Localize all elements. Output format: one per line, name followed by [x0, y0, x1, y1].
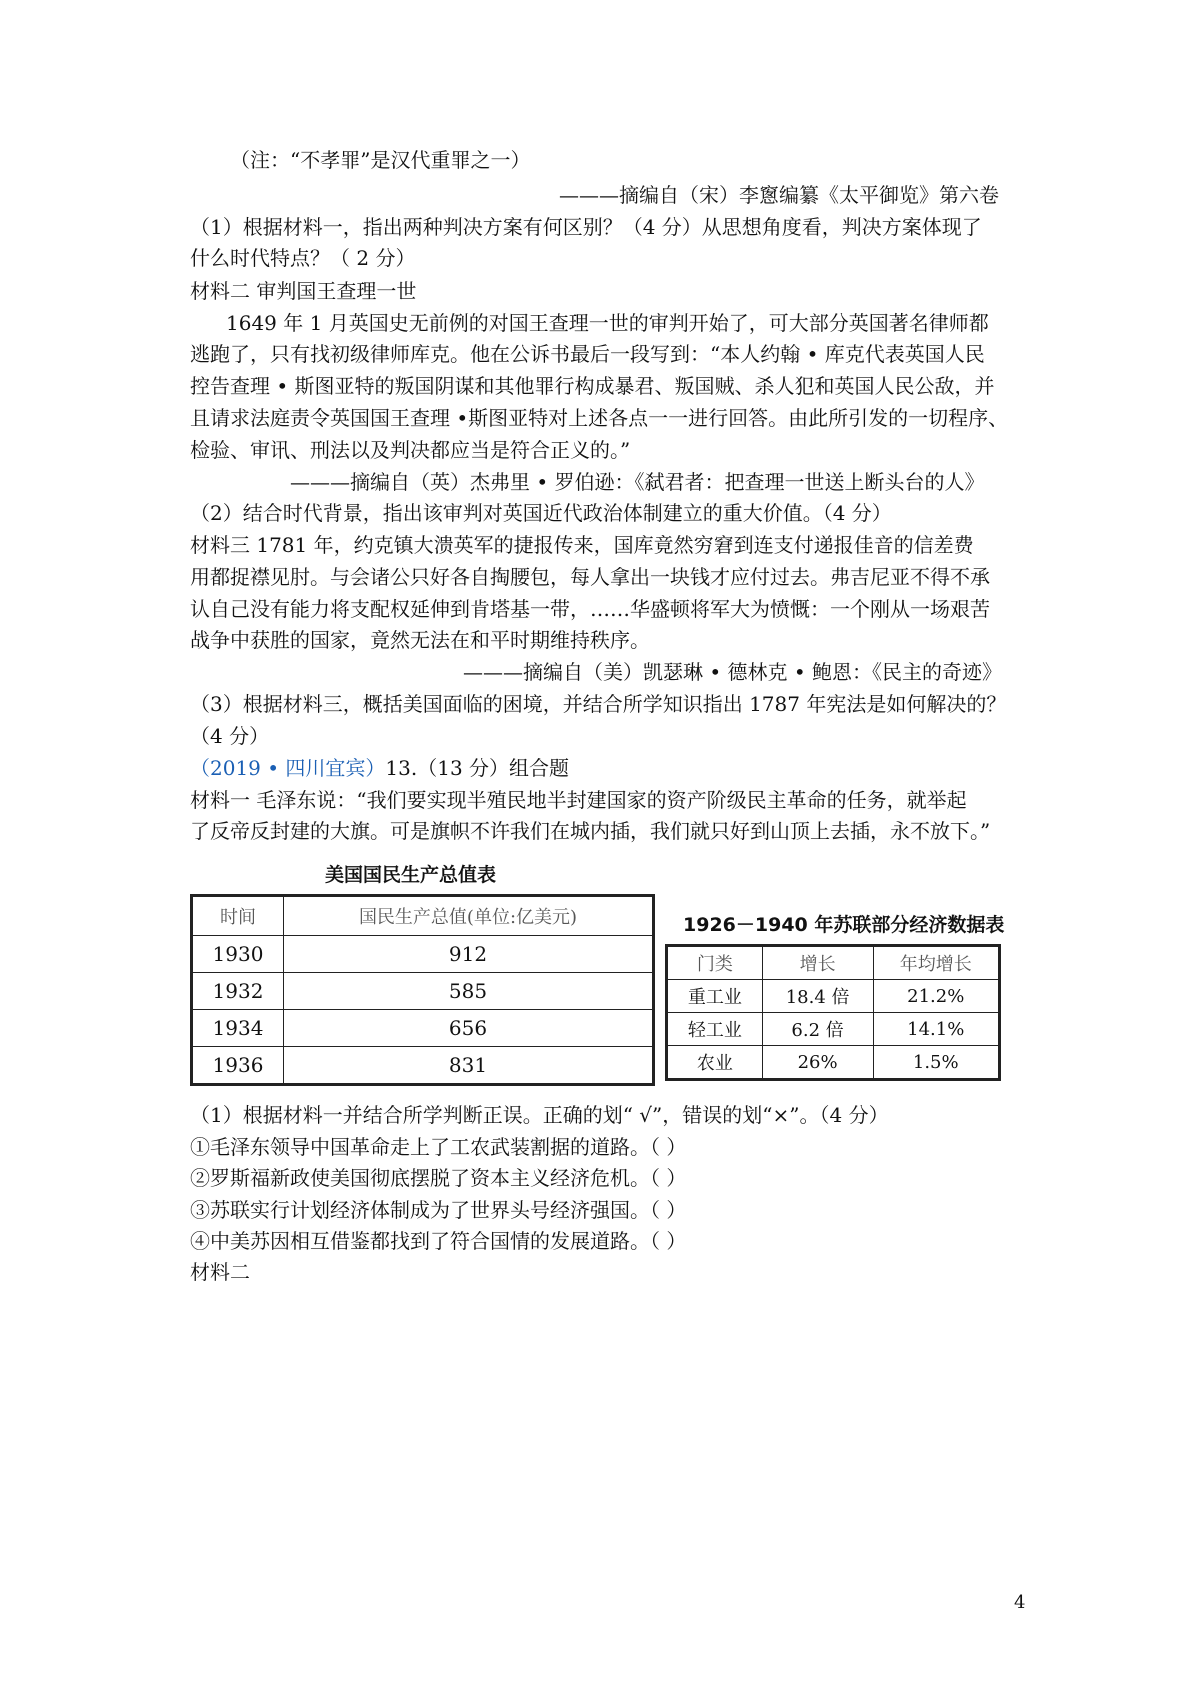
source-line: ———摘编自（宋）李窻编纂《太平御览》第六卷: [559, 183, 999, 207]
question-13-label: 13.（13 分）组合题: [385, 756, 570, 780]
table-header-cell: 时间: [192, 896, 284, 936]
question-1-cont: 什么时代特点？（ 2 分）: [190, 246, 416, 270]
table-header-cell: 年均增长: [873, 946, 1000, 980]
table-cell: 1.5%: [873, 1046, 1000, 1080]
table-cell: 农业: [667, 1046, 763, 1080]
judgment-item: ④中美苏因相互借鉴都找到了符合国情的发展道路。（ ）: [190, 1229, 687, 1253]
table-row: [192, 936, 654, 973]
table-cell: 21.2%: [873, 980, 1000, 1013]
table-header-cell: 门类: [667, 946, 763, 980]
material-3-para: 材料三 1781 年，约克镇大溃英军的捷报传来，国库竟然穷窘到连支付递报佳音的信差费: [190, 533, 974, 557]
table-cell: 18.4 倍: [762, 980, 873, 1013]
table-row: [667, 1046, 1000, 1080]
material-1-para: 材料一 毛泽东说：“我们要实现半殖民地半封建国家的资产阶级民主革命的任务，就举起: [190, 788, 967, 812]
material-3-para: 认自己没有能力将支配权延伸到肯塔基一带，……华盛顿将军大为愤慨：一个刚从一场艰苦: [190, 597, 990, 621]
judgment-item: ②罗斯福新政使美国彻底摆脱了资本主义经济危机。（ ）: [190, 1166, 687, 1190]
material-2-para: 检验、审讯、刑法以及判决都应当是符合正义的。”: [190, 438, 631, 462]
material-2-heading: 材料二 审判国王查理一世: [190, 279, 417, 303]
table-row: [192, 1047, 654, 1085]
table-row: [192, 1010, 654, 1047]
material-2-para: 1649 年 1 月英国史无前例的对国王查理一世的审判开始了，可大部分英国著名律师都: [226, 311, 989, 335]
source-tag: （2019 • 四川宜宾）: [190, 756, 386, 780]
material-2-label: 材料二: [190, 1260, 250, 1284]
question-3: （3）根据材料三，概括美国面临的困境，并结合所学知识指出 1787 年宪法是如何解决的？: [190, 692, 1007, 716]
table-cell: 14.1%: [873, 1013, 1000, 1046]
table-cell: 轻工业: [667, 1013, 763, 1046]
question-13-heading: [190, 753, 569, 783]
judgment-item: ①毛泽东领导中国革命走上了工农武装割据的道路。（ ）: [190, 1135, 687, 1159]
table-cell: 6.2 倍: [762, 1013, 873, 1046]
gnp-table: [190, 894, 655, 1086]
table-header-cell: 国民生产总值(单位:亿美元): [284, 896, 654, 936]
page-number: 4: [1014, 1592, 1026, 1613]
source-line: ———摘编自（英）杰弗里 • 罗伯逊：《弑君者：把查理一世送上断头台的人》: [290, 470, 985, 494]
question-3-cont: （4 分）: [190, 724, 270, 748]
table2-title: 1926－1940 年苏联部分经济数据表: [683, 914, 1005, 936]
table-header-cell: 增长: [762, 946, 873, 980]
material-2-para: 逃跑了，只有找初级律师库克。他在公诉书最后一段写到：“本人约翰 • 库克代表英国人民: [190, 342, 985, 366]
table-cell: 1934: [192, 1010, 284, 1047]
table-cell: 1932: [192, 973, 284, 1010]
table1-title: 美国国民生产总值表: [325, 864, 497, 886]
table-cell: 1930: [192, 936, 284, 973]
note-line: （注：“不孝罪”是汉代重罪之一）: [230, 148, 531, 172]
material-1-para: 了反帝反封建的大旗。可是旗帜不许我们在城内插，我们就只好到山顶上去插，永不放下。”: [190, 819, 991, 843]
table-cell: 26%: [762, 1046, 873, 1080]
material-2-para: 且请求法庭责令英国国王查理 •斯图亚特对上述各点一一进行回答。由此所引发的一切程序、: [190, 406, 1009, 430]
table-cell: 重工业: [667, 980, 763, 1013]
table-cell: 831: [284, 1047, 654, 1085]
material-3-para: 用都捉襟见肘。与会诸公只好各自掏腰包，每人拿出一块钱才应付过去。弗吉尼亚不得不承: [190, 565, 990, 589]
material-3-para: 战争中获胜的国家，竟然无法在和平时期维持秩序。: [190, 628, 650, 652]
table-row: [667, 980, 1000, 1013]
judgment-item: ③苏联实行计划经济体制成为了世界头号经济强国。（ ）: [190, 1198, 687, 1222]
table-row: [667, 1013, 1000, 1046]
table-cell: 1936: [192, 1047, 284, 1085]
question-13-1: （1）根据材料一并结合所学判断正误。正确的划“ √”，错误的划“×”。（4 分）: [190, 1103, 889, 1127]
table-header-row: [192, 896, 654, 936]
table-cell: 912: [284, 936, 654, 973]
question-2: （2）结合时代背景，指出该审判对英国近代政治体制建立的重大价值。（4 分）: [190, 501, 892, 525]
material-2-para: 控告查理 • 斯图亚特的叛国阴谋和其他罪行构成暴君、叛国贼、杀人犯和英国人民公敌，并: [190, 374, 995, 398]
source-line: ———摘编自（美）凯瑟琳 • 德林克 • 鲍恩：《民主的奇迹》: [463, 660, 1003, 684]
table-cell: 585: [284, 973, 654, 1010]
table-header-row: [667, 946, 1000, 980]
ussr-economy-table: [665, 944, 1001, 1081]
question-1: （1）根据材料一，指出两种判决方案有何区别？（4 分）从思想角度看，判决方案体现了: [190, 215, 982, 239]
table-cell: 656: [284, 1010, 654, 1047]
table-row: [192, 973, 654, 1010]
